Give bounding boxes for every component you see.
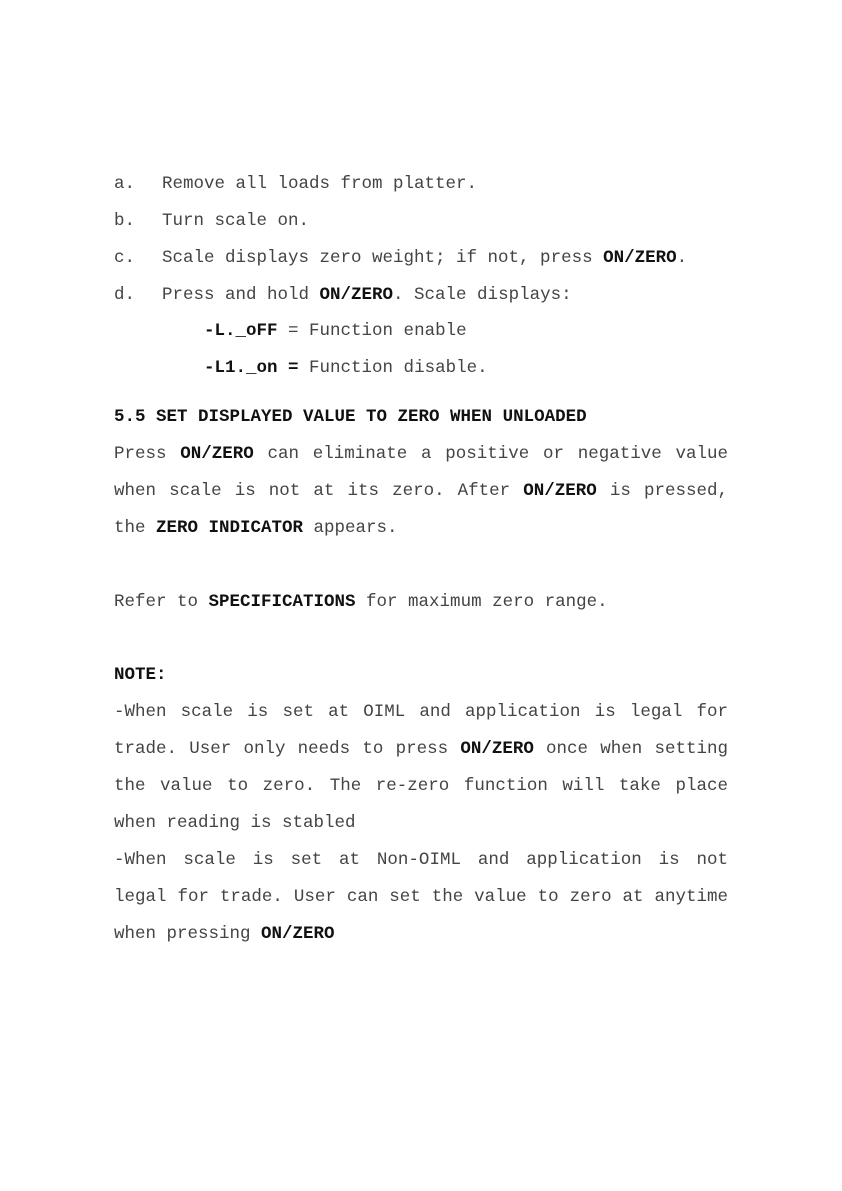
note-line-5: -When scale is set at Non-OIML and application is not [114, 850, 728, 870]
option-function-enable: -L._oFF = Function enable [204, 321, 467, 341]
specifications-ref: SPECIFICATIONS [208, 592, 356, 612]
section-paragraph-line-3: the ZERO INDICATOR appears. [114, 518, 398, 538]
note-line-3: the value to zero. The re-zero function will take place [114, 776, 728, 796]
step-a: a. Remove all loads from platter. [114, 174, 478, 194]
refer-line: Refer to SPECIFICATIONS for maximum zero range. [114, 592, 608, 612]
on-zero-key: ON/ZERO [180, 444, 254, 464]
section-paragraph-line-1: Press ON/ZERO can eliminate a positive or negative value [114, 444, 728, 464]
option-function-disable: -L1._on = Function disable. [204, 358, 488, 378]
section-paragraph-line-2: when scale is not at its zero. After ON/ZERO is pressed, [114, 481, 728, 501]
section-heading: 5.5 SET DISPLAYED VALUE TO ZERO WHEN UNLOADED [114, 407, 587, 427]
step-b: b. Turn scale on. [114, 211, 310, 231]
display-code: -L._oFF [204, 321, 278, 341]
on-zero-key: ON/ZERO [523, 481, 597, 501]
on-zero-key: ON/ZERO [460, 739, 534, 759]
display-code: -L1._on = [204, 358, 299, 378]
zero-indicator-label: ZERO INDICATOR [156, 518, 304, 538]
on-zero-key: ON/ZERO [319, 285, 394, 305]
note-line-6: legal for trade. User can set the value to zero at anytime [114, 887, 728, 907]
step-d: d. Press and hold ON/ZERO. Scale displays: [114, 285, 572, 305]
step-c: c. Scale displays zero weight; if not, press ON/ZERO. [114, 248, 688, 268]
on-zero-key: ON/ZERO [261, 924, 335, 944]
note-line-4: when reading is stabled [114, 813, 356, 833]
note-line-7: when pressing ON/ZERO [114, 924, 335, 944]
note-line-2: trade. User only needs to press ON/ZERO once when setting [114, 739, 729, 759]
note-line-1: -When scale is set at OIML and application is legal for [114, 702, 728, 722]
on-zero-key: ON/ZERO [603, 248, 677, 268]
note-heading: NOTE: [114, 665, 167, 685]
